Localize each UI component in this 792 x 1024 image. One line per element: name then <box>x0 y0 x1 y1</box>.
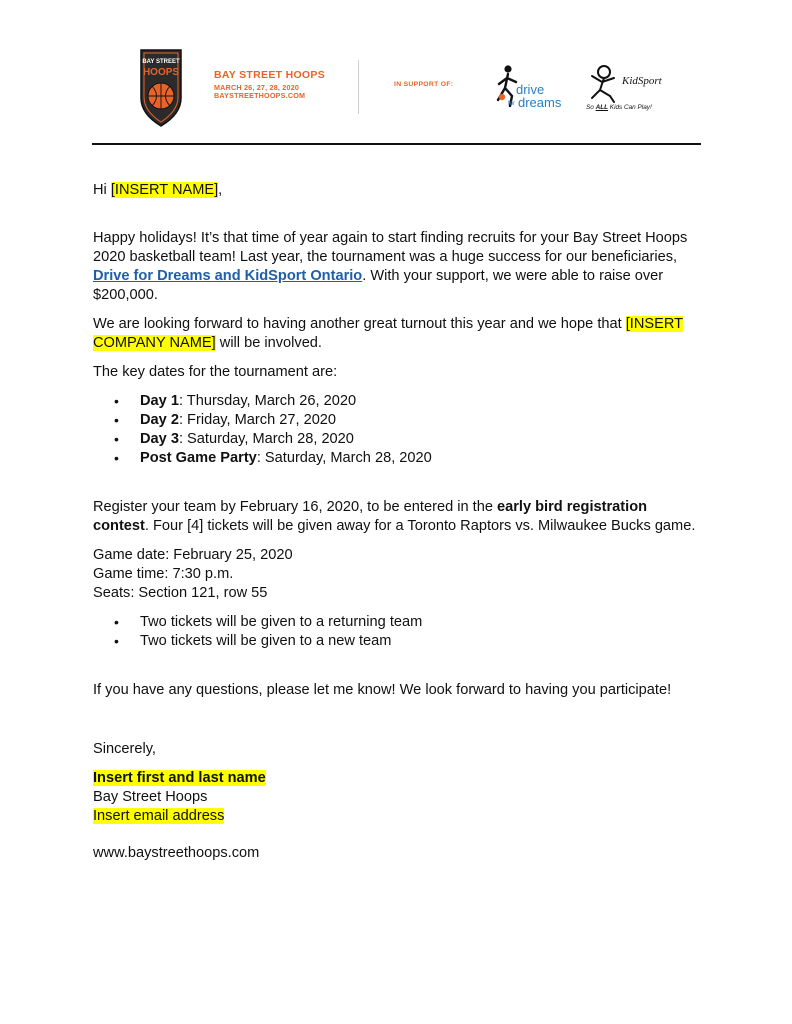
dfd-logo-line2: dreams <box>518 95 562 110</box>
signer-email-placeholder: Insert email address <box>93 808 225 824</box>
header-divider <box>358 60 359 114</box>
game-time: Game time: 7:30 p.m. <box>93 566 234 582</box>
turnout-paragraph: We are looking forward to having another great turnout this year and we hope that [INSERT COMPANY NAME] will be involved. <box>93 316 684 351</box>
key-dates-list <box>93 392 705 468</box>
game-seats: Seats: Section 121, row 55 <box>93 585 268 601</box>
list-item: • Two tickets will be given to a new team <box>93 632 705 651</box>
list-item: • Post Game Party: Saturday, March 28, 2020 <box>93 449 705 468</box>
signer-org: Bay Street Hoops <box>93 789 208 805</box>
kid-figure-icon <box>592 66 614 102</box>
logo-text-top: BAY STREET <box>142 59 180 65</box>
company-placeholder: [INSERT COMPANY NAME] <box>93 316 684 351</box>
game-date: Game date: February 25, 2020 <box>93 547 293 563</box>
kidsport-tagline: So ALL Kids Can Play! <box>586 104 652 111</box>
key-dates-intro: The key dates for the tournament are: <box>93 364 338 380</box>
list-item: • Day 3: Saturday, March 28, 2020 <box>93 430 705 449</box>
header-rule <box>92 143 701 145</box>
kidsport-logo <box>586 64 662 104</box>
intro-paragraph: Happy holidays! It’s that time of year again to start finding recruits for your Bay Street Hoops 2020 basketball team! Last year, the tournament was a huge success for our beneficiaries, Drive for Dreams and KidSport Ontario. With your support, we were able to raise over $200,000. <box>93 230 688 303</box>
letterhead <box>92 40 700 144</box>
name-placeholder: [INSERT NAME] <box>110 182 219 198</box>
dfd-logo-for: for <box>508 101 516 107</box>
ball-icon <box>499 94 505 100</box>
brand-block <box>214 69 325 101</box>
brand-url: BAYSTREETHOOPS.COM <box>214 91 306 101</box>
list-item: • Day 2: Friday, March 27, 2020 <box>93 411 705 430</box>
signer-email-line <box>93 807 705 826</box>
brand-dates: MARCH 26, 27, 28, 2020 <box>214 83 300 93</box>
tickets-list <box>93 613 705 651</box>
registration-paragraph: Register your team by February 16, 2020, to be entered in the early bird registration contest. Four [4] tickets will be given away for a Toronto Raptors vs. Milwaukee Bucks game. <box>93 499 696 534</box>
dfd-logo-line1: drive <box>516 82 545 97</box>
ks-logo-text: KidSport <box>622 75 662 87</box>
drive-for-dreams-logo <box>494 64 562 110</box>
questions-paragraph: If you have any questions, please let me know! We look forward to having you participate! <box>93 682 672 698</box>
bay-street-hoops-logo <box>138 48 184 128</box>
list-item: • Two tickets will be given to a returning team <box>93 613 705 632</box>
signature-block <box>93 769 705 788</box>
signoff: Sincerely, <box>93 741 156 757</box>
signer-name-placeholder: Insert first and last name <box>93 770 266 786</box>
beneficiaries-link[interactable]: Drive for Dreams and KidSport Ontario <box>93 268 363 284</box>
logo-text-main: HOOPS <box>142 67 180 78</box>
brand-title: BAY STREET HOOPS <box>214 69 325 81</box>
letter-body <box>93 181 705 863</box>
support-label: IN SUPPORT OF: <box>394 81 454 88</box>
website-url[interactable]: www.baystreethoops.com <box>93 845 260 861</box>
greeting: Hi [INSERT NAME], <box>93 182 223 198</box>
list-item: • Day 1: Thursday, March 26, 2020 <box>93 392 705 411</box>
